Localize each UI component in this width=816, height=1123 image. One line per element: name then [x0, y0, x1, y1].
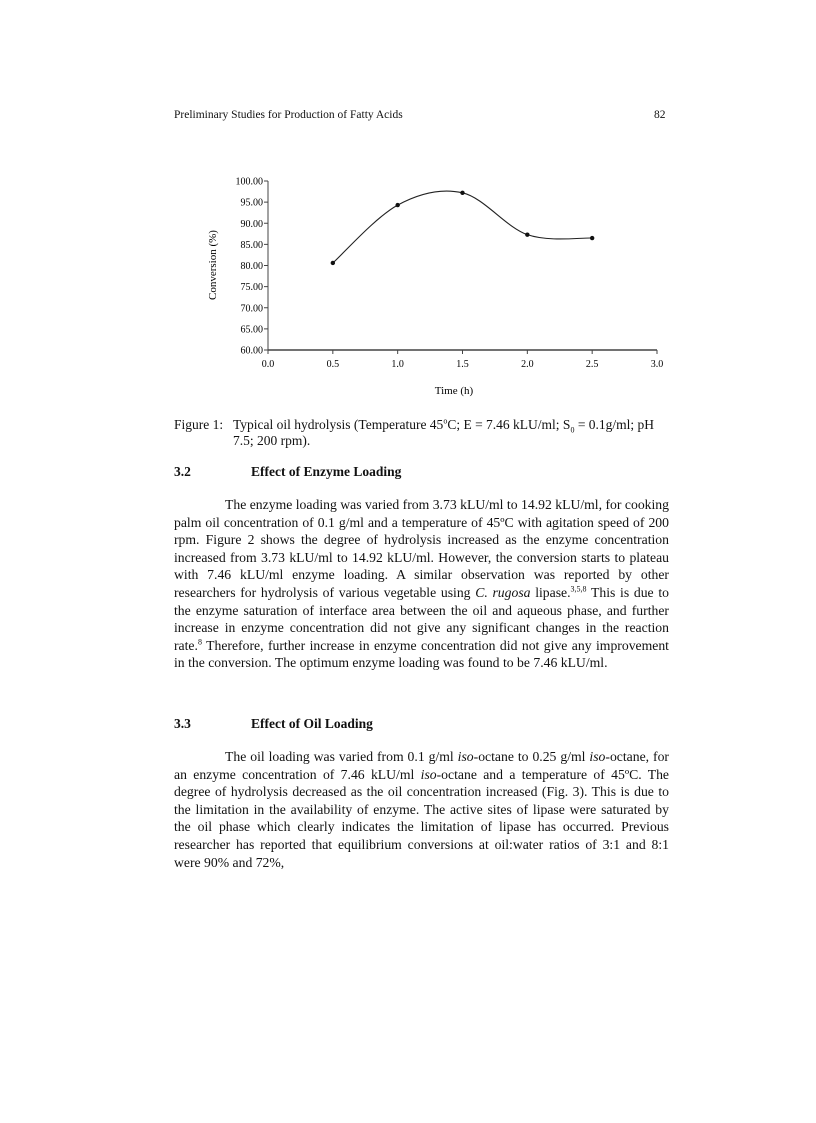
y-tick-label: 95.00	[240, 197, 263, 209]
text: -octane, for an enzyme concentration of 7.46 kLU/ml	[174, 749, 669, 782]
text: This is due to the enzyme saturation of interface area between the oil and aqueous phase, and further increase in enzyme concentration did not give any significant changes in the reaction rate.	[174, 584, 669, 653]
citation: 3,5,8	[570, 584, 587, 594]
x-tick-label: 2.0	[521, 359, 534, 370]
page-number: 82	[654, 109, 666, 121]
text: The oil loading was varied from 0.1 g/ml	[225, 749, 458, 764]
section-heading-3-2	[174, 464, 401, 480]
section-number: 3.3	[174, 716, 191, 731]
caption-sub: 0	[570, 425, 575, 435]
x-tick-label: 0.0	[261, 359, 275, 370]
paragraph-enzyme-loading	[174, 496, 669, 672]
y-axis-label: Conversion (%)	[207, 230, 219, 300]
series-line	[333, 191, 592, 263]
section-title: Effect of Enzyme Loading	[251, 464, 402, 479]
figure-label: Figure 1:	[174, 417, 224, 432]
caption-text	[233, 417, 674, 449]
section-heading-3-3	[174, 716, 373, 732]
italic-term: iso	[457, 749, 474, 764]
text: lipase.	[530, 584, 571, 600]
italic-term: iso	[589, 749, 606, 764]
text: The enzyme loading was varied from 3.73 kLU/ml to 14.92 kLU/ml, for cooking palm oil concentration of 0.1 g/ml and a temperature of 45ºC with agitation speed of 200 rpm. Figure 2 shows the degree of hydrolysis increased as the enzyme concentration increased from 3.73 kLU/ml to 14.92 kLU/ml. However, the conversion starts to plateau with 7.46 kLU/ml enzyme loading. A similar observation was reported by other researchers for hydrolysis of various vegetable using	[174, 497, 669, 600]
paragraph-oil-loading	[174, 748, 669, 871]
data-point	[460, 191, 464, 195]
y-tick-label: 60.00	[240, 345, 263, 357]
y-tick-label: 90.00	[240, 218, 263, 230]
caption-part: Typical oil hydrolysis (Temperature 45	[233, 417, 444, 432]
text: Therefore, further increase in enzyme concentration did not give any improvement in the conversion. The optimum enzyme loading was found to be 7.46 kLU/ml.	[174, 637, 669, 671]
text: -octane to 0.25 g/ml	[473, 749, 590, 764]
x-tick-label: 0.5	[326, 359, 340, 370]
data-point	[395, 203, 399, 207]
italic-term: iso	[420, 766, 437, 782]
y-tick-label: 85.00	[240, 239, 263, 251]
species-name: C. rugosa	[475, 584, 531, 600]
y-tick-label: 80.00	[240, 261, 263, 272]
data-point	[331, 261, 335, 265]
section-number: 3.2	[174, 464, 191, 479]
x-tick-label: 3.0	[650, 359, 664, 370]
figure-1-chart	[195, 165, 675, 405]
y-tick-label: 100.00	[235, 176, 263, 188]
figure-caption	[174, 417, 674, 449]
y-tick-label: 70.00	[240, 303, 263, 315]
caption-sup: o	[443, 416, 448, 426]
data-point	[590, 236, 594, 240]
section-title: Effect of Oil Loading	[251, 716, 373, 731]
chart-axes	[236, 177, 664, 371]
data-points	[331, 191, 595, 266]
x-axis-label: Time (h)	[434, 385, 474, 397]
y-tick-label: 75.00	[240, 282, 263, 294]
caption-part: = 0.1g/ml; pH 7.5; 200 rpm).	[233, 417, 655, 448]
x-tick-label: 1.5	[456, 359, 469, 370]
data-point	[525, 232, 529, 236]
text: -octane and a temperature of 45ºC. The degree of hydrolysis decreased as the oil concentration increased (Fig. 3). This is due to the limitation in the availability of enzyme. The active sites of lipase were saturated by the oil phase which clearly indicates the limitation of lipase has occurred. Previous researcher has reported that equilibrium conversions at oil:water ratios of 3:1 and 8:1 were 90% and 72%,	[174, 766, 669, 870]
x-tick-label: 2.5	[585, 359, 599, 370]
y-tick-label: 65.00	[240, 324, 263, 336]
caption-part: C; E = 7.46 kLU/ml; S	[447, 417, 571, 432]
x-tick-label: 1.0	[391, 359, 404, 370]
citation: 8	[197, 637, 202, 647]
running-title: Preliminary Studies for Production of Fatty Acids	[174, 109, 403, 121]
